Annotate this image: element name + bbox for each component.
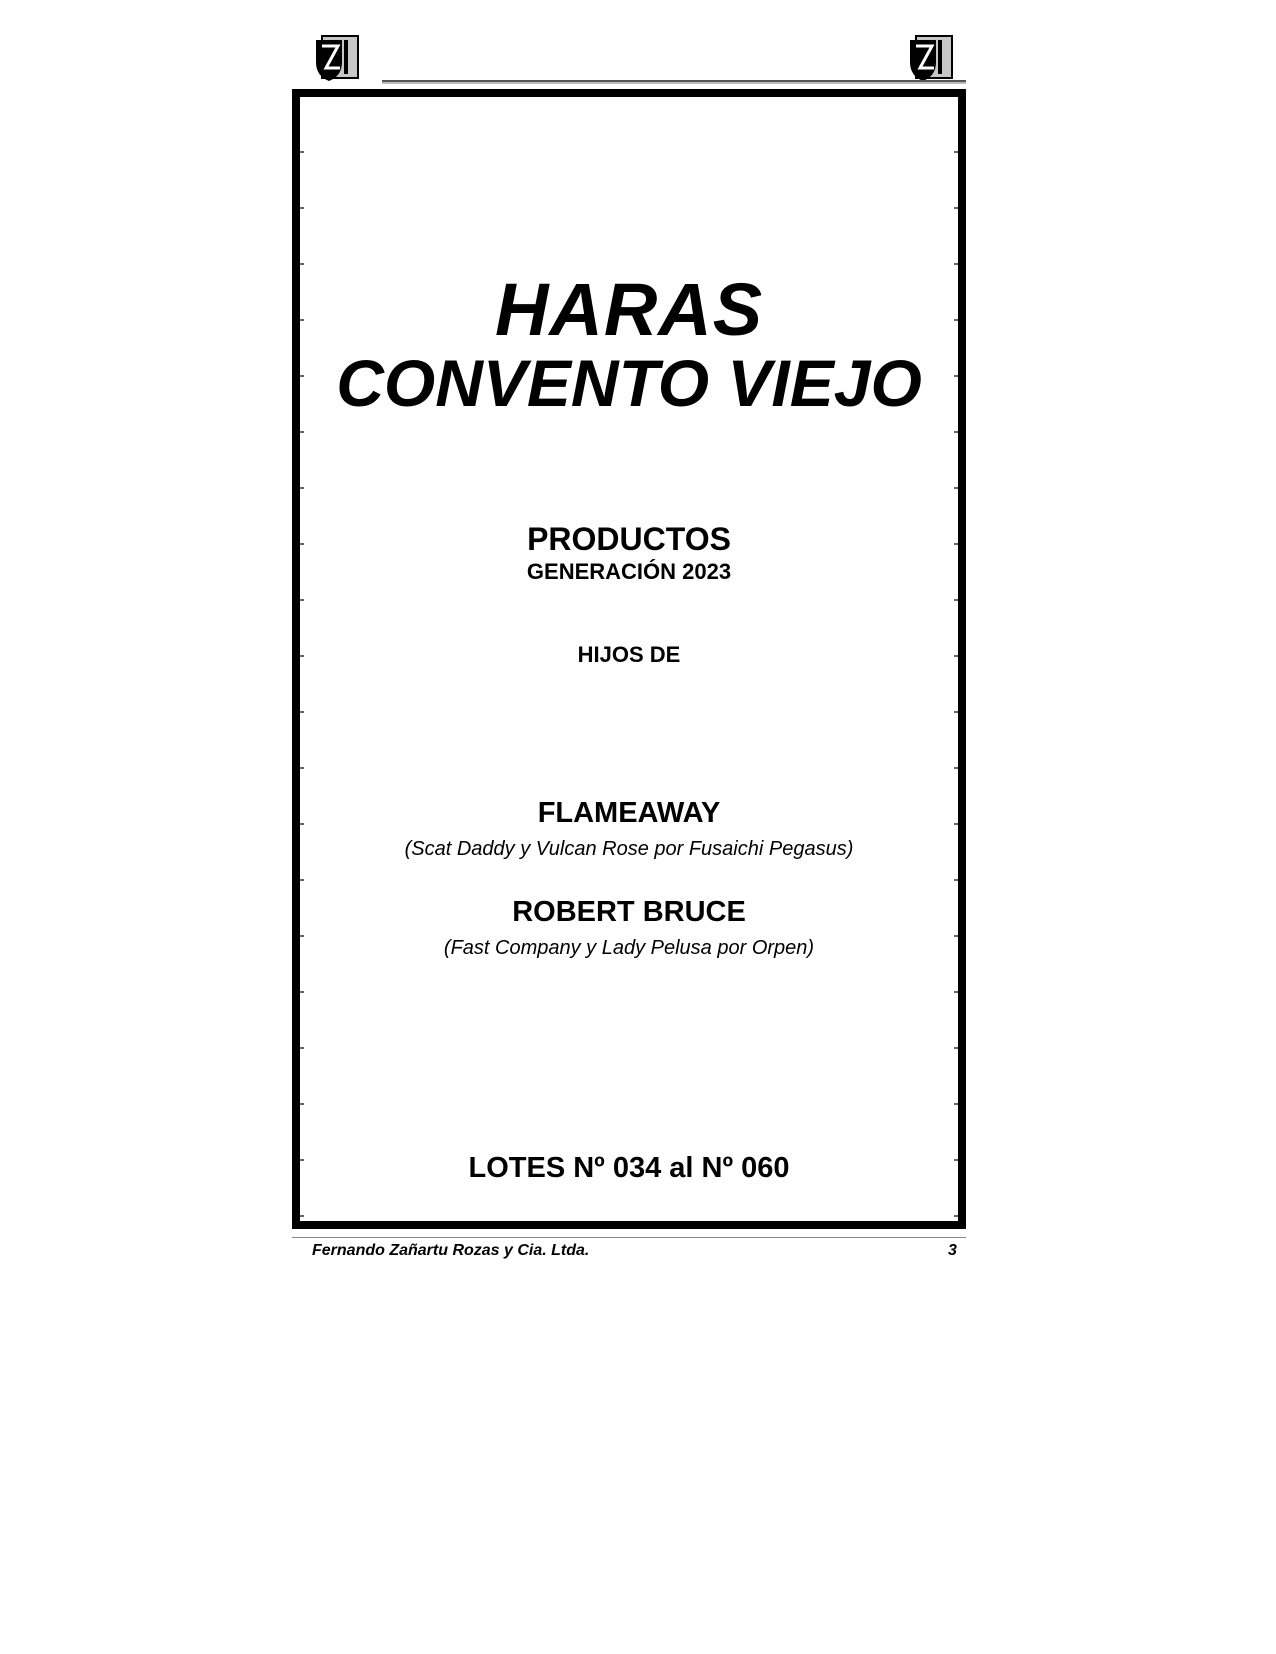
zanartu-shield-logo-icon	[312, 32, 362, 84]
lot-range: LOTES Nº 034 al Nº 060	[468, 1152, 790, 1184]
sire-name: ROBERT BRUCE	[512, 896, 746, 928]
sire-pedigree: (Scat Daddy y Vulcan Rose por Fusaichi Pegasus)	[404, 838, 854, 860]
sire-pedigree: (Fast Company y Lady Pelusa por Orpen)	[443, 937, 815, 959]
page-title-line1: HARAS	[494, 268, 764, 351]
sire-name: FLAMEAWAY	[537, 797, 721, 829]
cover-frame	[292, 89, 966, 1229]
productos-heading: PRODUCTOS	[527, 521, 731, 557]
offspring-of-label: HIJOS DE	[577, 642, 681, 667]
footer-divider	[292, 1237, 966, 1238]
zanartu-shield-logo-icon	[906, 32, 956, 84]
footer-company: Fernando Zañartu Rozas y Cia. Ltda.	[312, 1242, 590, 1259]
page-title-line2: CONVENTO VIEJO	[336, 346, 922, 420]
page-number: 3	[948, 1242, 957, 1259]
header-divider	[382, 80, 966, 82]
generation-label: GENERACIÓN 2023	[526, 559, 732, 584]
